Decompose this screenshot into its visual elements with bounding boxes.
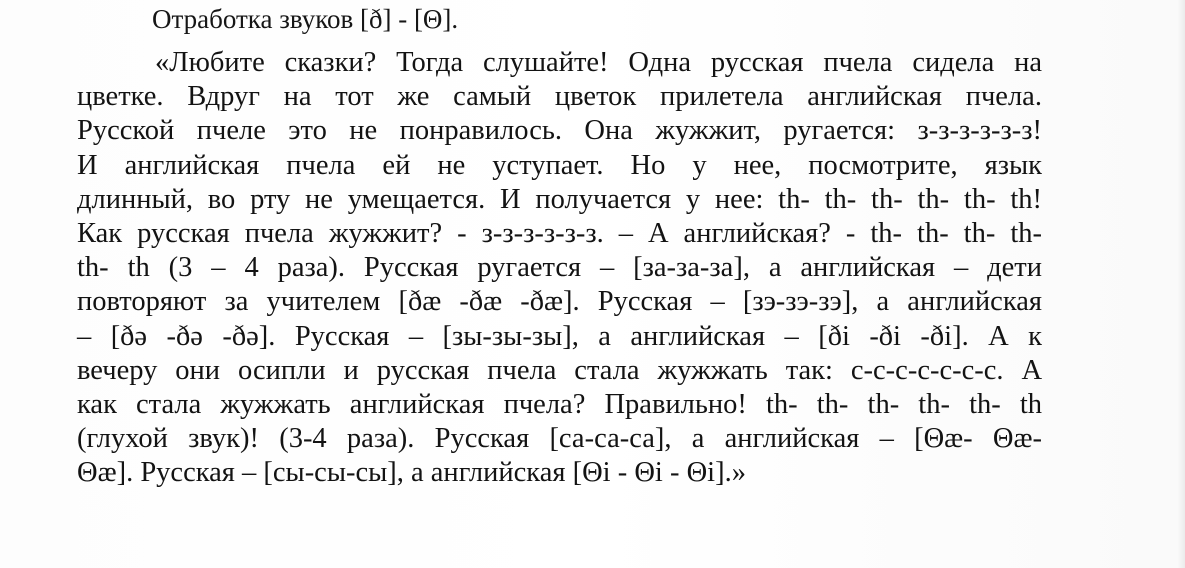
paragraph-line: как стала жужжать английская пчела? Правильно! th- th- th- th- th- th bbox=[77, 388, 1043, 420]
page-edge-shadow bbox=[1177, 0, 1185, 568]
paragraph-line: цветке. Вдруг на тот же самый цветок прилетела английская пчела. bbox=[77, 81, 1042, 113]
paragraph-line: th- th (3 – 4 раза). Русская ругается – [за-за-за], а английская – дети bbox=[77, 252, 1043, 284]
paragraph-line: – [ðə -ðə -ðə]. Русская – [зы-зы-зы], а английская – [ði -ði -ði]. А к bbox=[77, 320, 1043, 352]
story-paragraph bbox=[77, 46, 1177, 490]
paragraph-line: (глухой звук)! (3-4 раза). Русская [са-са-са], а английская – [Θæ- Θæ- bbox=[77, 423, 1042, 455]
paragraph-line: Θæ]. Русская – [сы-сы-сы], а английская [Θi - Θi - Θi].» bbox=[77, 457, 746, 489]
paragraph-line: Как русская пчела жужжит? - з-з-з-з-з-з. – А английская? - th- th- th- th- bbox=[77, 217, 1042, 249]
paragraph-line: длинный, во рту не умещается. И получается у нее: th- th- th- th- th- th! bbox=[77, 183, 1043, 215]
paragraph-line: вечеру они осипли и русская пчела стала жужжать так: с-с-с-с-с-с-с. А bbox=[77, 354, 1043, 386]
paragraph-line: повторяют за учителем [ðæ -ðæ -ðæ]. Русская – [зэ-зэ-зэ], а английская bbox=[77, 286, 1043, 318]
section-heading: Отработка звуков [ð] - [Θ]. bbox=[152, 4, 459, 34]
paragraph-line: Русской пчеле это не понравилось. Она жужжит, ругается: з-з-з-з-з-з! bbox=[77, 115, 1042, 147]
paragraph-line: «Любите сказки? Тогда слушайте! Одна русская пчела сидела на bbox=[155, 47, 1043, 78]
paragraph-line: И английская пчела ей не уступает. Но у нее, посмотрите, язык bbox=[77, 149, 1042, 181]
